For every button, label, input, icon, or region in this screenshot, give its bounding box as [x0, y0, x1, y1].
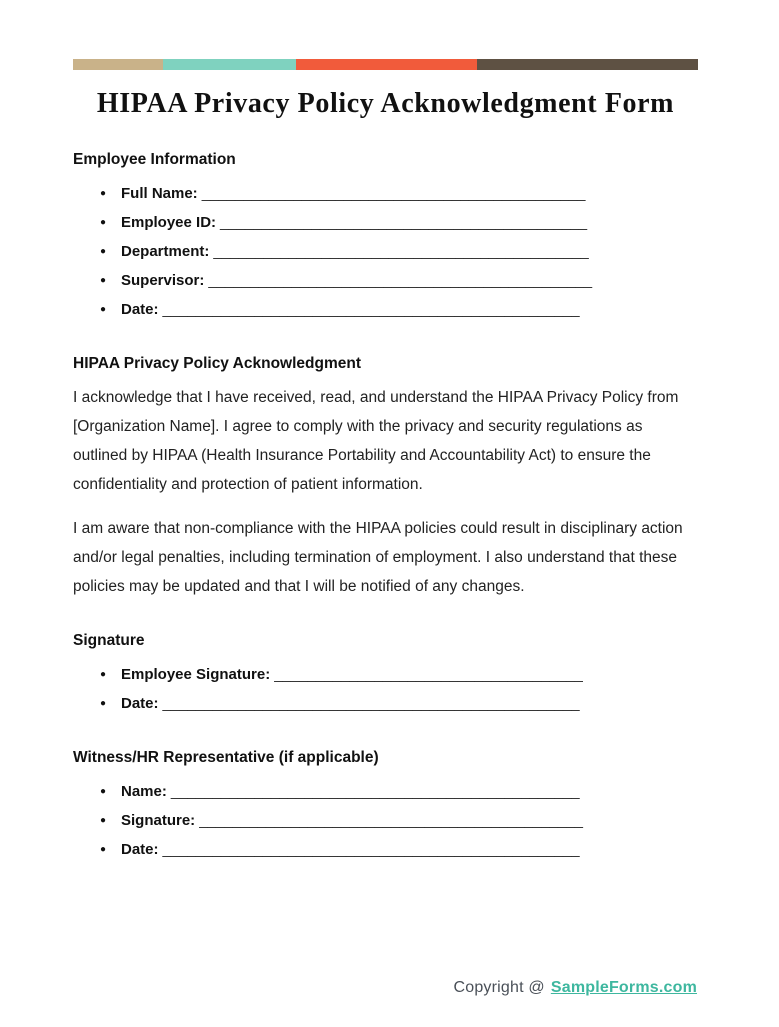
field-full-name [100, 179, 698, 208]
field-label: Name: [121, 783, 167, 800]
bullet-icon: ● [100, 844, 107, 855]
section-heading-witness: Witness/HR Representative (if applicable) [73, 749, 379, 766]
field-blank-line: ____________________________________________ [220, 214, 588, 231]
acknowledgment-paragraph-1: I acknowledge that I have received, read, and understand the HIPAA Privacy Policy from [Organization Name]. I agree to comply with the privacy and security regulations as outlined by HIPAA (Health Insurance Portability and Accountability Act) to ensure the confidentiality and protection of patient information. [73, 389, 679, 493]
field-blank-line: __________________________________________________ [162, 841, 580, 858]
field-label: Employee Signature: [121, 666, 271, 683]
bullet-icon: ● [100, 304, 107, 315]
field-blank-line: __________________________________________________ [162, 695, 580, 712]
field-department [100, 237, 698, 266]
field-blank-line: ______________________________________________ [208, 272, 593, 289]
footer [453, 979, 697, 997]
acknowledgment-paragraph-2: I am aware that non-compliance with the HIPAA policies could result in disciplinary action and/or legal penalties, including termination of employment. I also understand that these policies may be updated and that I will be notified of any changes. [73, 520, 683, 595]
decorative-color-bar [73, 59, 698, 70]
field-label: Employee ID: [121, 214, 217, 231]
section-heading-signature: Signature [73, 632, 145, 649]
field-label: Signature: [121, 812, 196, 829]
field-label: Full Name: [121, 185, 198, 202]
field-blank-line: _____________________________________ [274, 666, 583, 683]
bullet-icon: ● [100, 786, 107, 797]
field-signature-date [100, 689, 698, 718]
field-witness-date [100, 835, 698, 864]
field-label: Date: [121, 841, 159, 858]
sampleforms-link[interactable]: SampleForms.com [550, 979, 697, 996]
bullet-icon: ● [100, 188, 107, 199]
field-blank-line: _________________________________________________ [170, 783, 580, 800]
field-employee-id [100, 208, 698, 237]
field-blank-line: __________________________________________________ [162, 301, 580, 318]
field-label: Date: [121, 301, 159, 318]
bullet-icon: ● [100, 246, 107, 257]
field-blank-line: _____________________________________________ [213, 243, 589, 260]
employee-info-field-list [73, 179, 698, 324]
field-date [100, 295, 698, 324]
color-bar-segment-orange [296, 59, 477, 70]
field-label: Department: [121, 243, 210, 260]
bullet-icon: ● [100, 217, 107, 228]
field-witness-signature [100, 806, 698, 835]
color-bar-segment-brown [477, 59, 698, 70]
field-blank-line: ______________________________________________ [201, 185, 586, 202]
section-heading-hipaa-acknowledgment: HIPAA Privacy Policy Acknowledgment [73, 355, 361, 372]
signature-field-list [73, 660, 698, 718]
field-supervisor [100, 266, 698, 295]
copyright-text: Copyright @ [453, 979, 545, 996]
witness-field-list [73, 777, 698, 864]
section-heading-employee-information: Employee Information [73, 151, 236, 168]
bullet-icon: ● [100, 275, 107, 286]
bullet-icon: ● [100, 669, 107, 680]
bullet-icon: ● [100, 698, 107, 709]
field-label: Date: [121, 695, 159, 712]
field-witness-name [100, 777, 698, 806]
page-title: HIPAA Privacy Policy Acknowledgment Form [96, 88, 675, 119]
field-blank-line: ______________________________________________ [199, 812, 583, 829]
color-bar-segment-tan [73, 59, 163, 70]
field-employee-signature [100, 660, 698, 689]
field-label: Supervisor: [121, 272, 205, 289]
color-bar-segment-teal [163, 59, 296, 70]
bullet-icon: ● [100, 815, 107, 826]
